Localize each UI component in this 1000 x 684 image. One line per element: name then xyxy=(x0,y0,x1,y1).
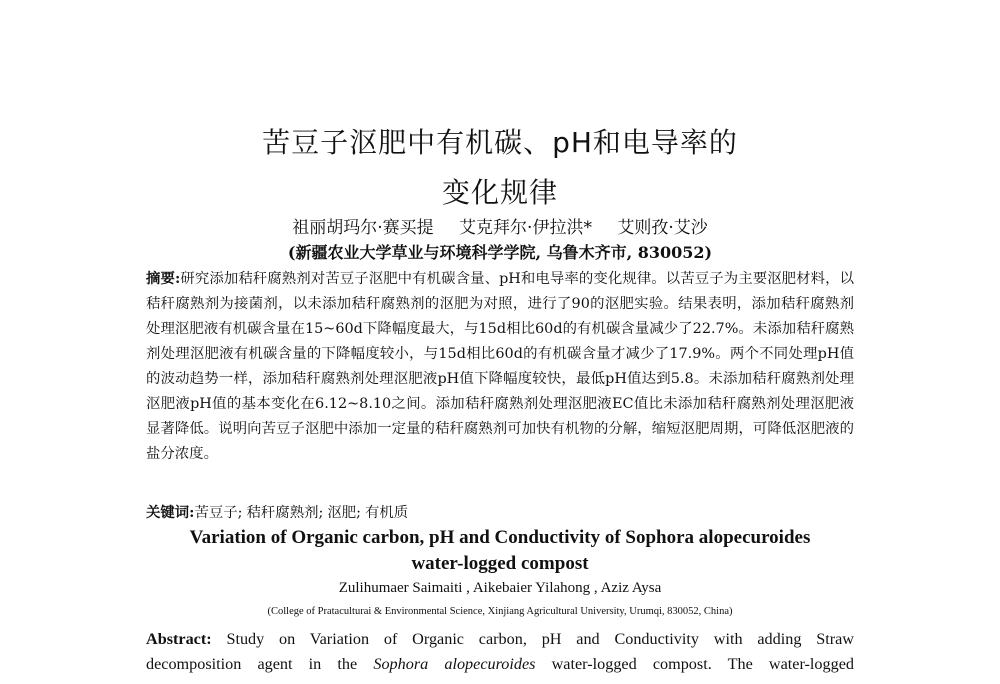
abstract-cn xyxy=(146,266,854,467)
title-cn-line2: 变化规律 xyxy=(441,176,558,209)
keywords-cn xyxy=(146,502,854,524)
abstract-en-line2-pre: decomposition agent in the xyxy=(146,655,374,673)
abstract-en xyxy=(146,627,854,677)
author-cn-2: 艾克拜尔·伊拉洪* xyxy=(459,218,592,238)
title-cn-line1: 苦豆子沤肥中有机碳、pH和电导率的 xyxy=(262,126,738,159)
title-en-line2: water-logged compost xyxy=(411,553,589,574)
keyword-3: 沤肥; xyxy=(327,505,361,521)
authors-cn xyxy=(0,213,1000,238)
affiliation-cn: (新疆农业大学草业与环境科学学院, 乌鲁木齐市, 830052) xyxy=(287,243,713,262)
species-name-italic: Sophora alopecuroides xyxy=(373,655,536,673)
affiliation-en: (College of Prataculturai & Environmental Science, Xinjiang Agricultural University, Urumqi, 830052, China) xyxy=(267,606,733,617)
keywords-cn-label: 关键词: xyxy=(146,504,195,521)
abstract-en-line1 xyxy=(146,627,854,652)
abstract-en-line1-text: Study on Variation of Organic carbon, pH and Conductivity with adding Straw xyxy=(211,630,854,648)
abstract-en-label: Abstract: xyxy=(146,630,212,648)
author-cn-3: 艾则孜·艾沙 xyxy=(617,218,708,238)
abstract-cn-text: 研究添加秸秆腐熟剂对苦豆子沤肥中有机碳含量、pH和电导率的变化规律。以苦豆子为主要沤肥材料，以秸秆腐熟剂为接菌剂，以未添加秸秆腐熟剂的沤肥为对照，进行了90的沤肥实验。结果表明，添加秸秆腐熟剂处理沤肥液有机碳含量在15~60d下降幅度最大，与15d相比60d的有机碳含量减少了22.7%。未添加秸秆腐熟剂处理沤肥液有机碳含量的下降幅度较小，与15d相比60d的有机碳含量才减少了17.9%。两个不同处理pH值的波动趋势一样，添加秸秆腐熟剂处理沤肥液pH值下降幅度较快，最低pH值达到5.8。未添加秸秆腐熟剂处理沤肥液pH值的基本变化在6.12~8.10之间。添加秸秆腐熟剂处理沤肥液EC值比未添加秸秆腐熟剂处理沤肥液显著降低。说明向苦豆子沤肥中添加一定量的秸秆腐熟剂可加快有机物的分解，缩短沤肥周期，可降低沤肥液的盐分浓度。 xyxy=(146,271,855,462)
abstract-cn-label: 摘要: xyxy=(146,270,181,287)
keyword-1: 苦豆子; xyxy=(194,505,243,521)
title-en-line1: Variation of Organic carbon, pH and Conductivity of Sophora alopecuroides xyxy=(189,527,811,548)
abstract-en-line2-post: water-logged compost. The water-logged xyxy=(535,655,854,673)
keyword-2: 秸秆腐熟剂; xyxy=(246,505,324,521)
abstract-en-line2 xyxy=(146,652,854,677)
keyword-4: 有机质 xyxy=(364,505,409,521)
authors-en: Zulihumaer Saimaiti , Aikebaier Yilahong , Aziz Aysa xyxy=(338,580,662,596)
author-cn-1: 祖丽胡玛尔·赛买提 xyxy=(292,218,434,238)
